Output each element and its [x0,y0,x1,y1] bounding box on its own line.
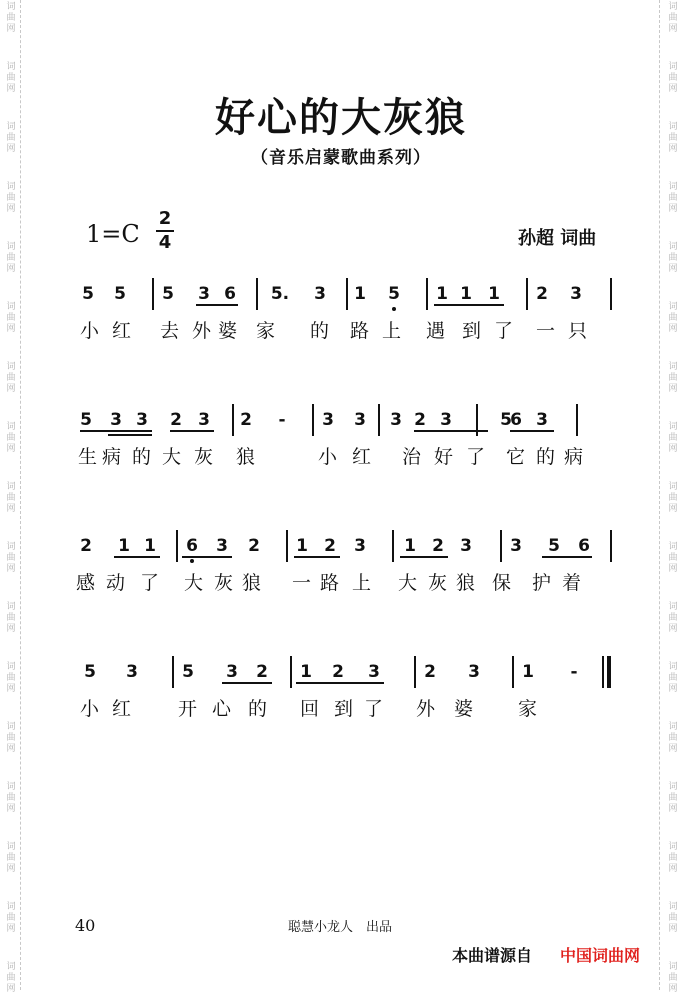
barline [392,530,394,562]
rhythm-underline [182,556,232,558]
lyric-char: 小 [80,320,100,342]
barline-final-thin [602,656,604,688]
watermark-char: 曲 [668,13,678,23]
barline [426,278,428,310]
watermark-char: 网 [6,324,16,334]
watermark-char: 曲 [668,373,678,383]
watermark-mark [666,962,680,995]
watermark-char: 词 [668,842,678,852]
watermark-char: 词 [668,362,678,372]
watermark-char: 曲 [6,73,16,83]
note: 2 [240,410,252,430]
watermark-char: 网 [668,804,678,814]
watermark-char: 曲 [6,973,16,983]
watermark-char: 曲 [668,673,678,683]
watermark-mark [4,302,18,335]
watermark-mark [4,242,18,275]
watermark-char: 曲 [668,733,678,743]
note: 6 [578,536,590,556]
lyric-char: 好 [434,446,454,468]
barline [256,278,258,310]
lyric-char: 到 [334,698,354,720]
note: 2 [248,536,260,556]
watermark-char: 网 [6,744,16,754]
watermark-char: 词 [668,782,678,792]
watermark-char: 曲 [668,793,678,803]
note: 1 [436,284,448,304]
note: 3 [314,284,326,304]
lyric-char: 生 [78,446,98,468]
watermark-char: 网 [6,804,16,814]
lyric-char: 感 [76,572,96,594]
time-signature-top: 2 [158,208,172,229]
watermark-char: 词 [6,842,16,852]
note: 1 [522,662,534,682]
note: 5 [84,662,96,682]
watermark-char: 曲 [6,493,16,503]
song-title: 好心的大灰狼 [215,95,467,141]
rhythm-underline [510,430,554,432]
note: 5 [182,662,194,682]
note: 3 [440,410,452,430]
watermark-char: 曲 [668,433,678,443]
note: 3 [198,410,210,430]
lyric-char: 一 [292,572,312,594]
author-credit: 孙超 词曲 [518,228,597,249]
watermark-char: 曲 [6,613,16,623]
lyric-char: 外 [416,698,436,720]
watermark-mark [4,962,18,995]
note: 5 [388,284,400,304]
note: 3 [368,662,380,682]
lyric-char: 大 [398,572,418,594]
note: 3 [536,410,548,430]
watermark-mark [4,782,18,815]
lyric-char: 的 [536,446,556,468]
octave-dot-below [190,559,194,563]
lyric-char: 病 [102,446,122,468]
song-subtitle: （音乐启蒙歌曲系列） [251,148,431,168]
watermark-char: 词 [6,302,16,312]
watermark-char: 网 [668,84,678,94]
watermark-char: 网 [6,24,16,34]
barline [176,530,178,562]
lyric-char: 婆 [218,320,238,342]
note: 5 [500,410,512,430]
watermark-char: 词 [668,542,678,552]
watermark-mark [4,662,18,695]
watermark-mark [666,482,680,515]
note: 6 [224,284,236,304]
lyric-char: 红 [112,320,132,342]
watermark-char: 网 [668,984,678,994]
barline [286,530,288,562]
watermark-mark [666,362,680,395]
lyric-char: 回 [300,698,320,720]
watermark-char: 网 [6,684,16,694]
watermark-char: 词 [6,542,16,552]
watermark-char: 词 [6,722,16,732]
note: 3 [354,410,366,430]
watermark-char: 曲 [6,553,16,563]
watermark-char: 曲 [6,373,16,383]
note: 6 [510,410,522,430]
watermark-mark [666,542,680,575]
lyric-char: 狼 [236,446,256,468]
source-site-link[interactable]: 中国词曲网 [560,946,641,965]
watermark-char: 网 [6,864,16,874]
lyric-char: 治 [402,446,422,468]
watermark-char: 网 [668,924,678,934]
note: - [570,662,578,682]
watermark-char: 词 [668,182,678,192]
barline-final-thick [607,656,611,688]
watermark-mark [666,302,680,335]
note: 2 [432,536,444,556]
lyric-char: 外 [192,320,212,342]
watermark-char: 词 [6,782,16,792]
watermark-char: 网 [668,504,678,514]
watermark-mark [4,842,18,875]
watermark-mark [666,602,680,635]
watermark-char: 网 [668,204,678,214]
watermark-char: 网 [668,864,678,874]
lyric-char: 灰 [428,572,448,594]
watermark-char: 网 [668,324,678,334]
lyric-char: 的 [248,698,268,720]
barline [610,278,612,310]
lyric-char: 了 [466,446,486,468]
publisher-credit: 聪慧小龙人 出品 [288,920,393,935]
watermark-char: 网 [668,384,678,394]
watermark-char: 网 [668,144,678,154]
watermark-mark [666,902,680,935]
note: 5. [270,284,290,304]
watermark-char: 词 [6,182,16,192]
watermark-char: 词 [668,2,678,12]
watermark-char: 词 [6,662,16,672]
watermark-mark [666,782,680,815]
note: 2 [536,284,548,304]
lyric-char: 路 [350,320,370,342]
note: - [278,410,286,430]
note: 1 [354,284,366,304]
watermark-char: 曲 [6,733,16,743]
lyric-char: 只 [568,320,588,342]
barline [346,278,348,310]
time-signature [156,210,174,252]
watermark-char: 词 [6,62,16,72]
note: 3 [322,410,334,430]
barline [526,278,528,310]
watermark-char: 网 [6,384,16,394]
watermark-char: 曲 [6,253,16,263]
note: 5 [162,284,174,304]
watermark-char: 网 [668,564,678,574]
watermark-char: 词 [668,242,678,252]
lyric-char: 心 [212,698,232,720]
watermark-char: 曲 [6,793,16,803]
barline [172,656,174,688]
note: 1 [404,536,416,556]
lyric-char: 的 [132,446,152,468]
watermark-char: 词 [6,902,16,912]
rhythm-underline [108,430,152,432]
barline [232,404,234,436]
lyric-char: 上 [382,320,402,342]
lyric-char: 大 [162,446,182,468]
note: 1 [118,536,130,556]
rhythm-underline [108,434,152,436]
watermark-char: 词 [668,602,678,612]
note: 1 [144,536,156,556]
watermark-char: 词 [6,2,16,12]
watermark-char: 曲 [668,613,678,623]
watermark-char: 网 [6,444,16,454]
watermark-char: 词 [668,302,678,312]
watermark-char: 曲 [668,193,678,203]
watermark-char: 词 [668,962,678,972]
watermark-char: 词 [668,482,678,492]
rhythm-underline [296,682,384,684]
watermark-char: 网 [6,504,16,514]
watermark-char: 网 [6,924,16,934]
barline [512,656,514,688]
lyric-char: 的 [310,320,330,342]
lyric-char: 小 [318,446,338,468]
octave-dot-below [392,307,396,311]
note: 3 [510,536,522,556]
watermark-mark [666,242,680,275]
note: 2 [256,662,268,682]
watermark-char: 曲 [668,913,678,923]
rhythm-underline [222,682,272,684]
rhythm-underline [196,304,238,306]
note: 3 [460,536,472,556]
watermark-mark [4,362,18,395]
watermark-char: 词 [6,242,16,252]
watermark-char: 曲 [6,13,16,23]
watermark-char: 词 [668,122,678,132]
watermark-char: 曲 [668,313,678,323]
watermark-char: 词 [668,662,678,672]
rhythm-underline [434,304,504,306]
lyric-char: 保 [492,572,512,594]
watermark-char: 曲 [668,853,678,863]
source-label: 本曲谱源自 [452,946,533,965]
note: 3 [226,662,238,682]
note: 5 [548,536,560,556]
watermark-char: 曲 [6,853,16,863]
lyric-char: 灰 [214,572,234,594]
lyric-char: 狼 [456,572,476,594]
note: 3 [468,662,480,682]
barline [610,530,612,562]
note: 2 [324,536,336,556]
watermark-char: 词 [6,422,16,432]
lyric-char: 狼 [242,572,262,594]
watermark-mark [4,902,18,935]
watermark-char: 词 [6,962,16,972]
watermark-mark [666,2,680,35]
lyric-char: 了 [364,698,384,720]
watermark-mark [4,482,18,515]
watermark-char: 网 [668,444,678,454]
watermark-char: 词 [6,122,16,132]
note: 1 [300,662,312,682]
lyric-char: 一 [536,320,556,342]
watermark-char: 网 [6,624,16,634]
note: 2 [170,410,182,430]
note: 1 [296,536,308,556]
lyric-char: 红 [112,698,132,720]
lyric-char: 路 [320,572,340,594]
watermark-char: 曲 [668,493,678,503]
lyric-char: 婆 [454,698,474,720]
note: 2 [80,536,92,556]
watermark-char: 网 [668,264,678,274]
note: 3 [216,536,228,556]
watermark-char: 词 [668,422,678,432]
note: 3 [570,284,582,304]
lyric-char: 红 [352,446,372,468]
watermark-char: 曲 [6,913,16,923]
lyric-char: 灰 [194,446,214,468]
note: 5 [114,284,126,304]
lyric-char: 到 [462,320,482,342]
barline [312,404,314,436]
lyric-char: 动 [106,572,126,594]
watermark-char: 词 [6,602,16,612]
watermark-char: 词 [6,362,16,372]
barline [500,530,502,562]
watermark-char: 曲 [6,433,16,443]
watermark-char: 词 [668,722,678,732]
watermark-char: 网 [668,744,678,754]
watermark-mark [4,602,18,635]
watermark-char: 网 [6,84,16,94]
watermark-char: 曲 [668,253,678,263]
watermark-char: 曲 [6,673,16,683]
note: 3 [198,284,210,304]
note: 6 [186,536,198,556]
time-signature-bottom: 4 [158,232,172,253]
lyric-char: 了 [494,320,514,342]
watermark-char: 曲 [6,313,16,323]
watermark-mark [666,662,680,695]
watermark-char: 曲 [668,133,678,143]
watermark-char: 曲 [668,973,678,983]
lyric-char: 小 [80,698,100,720]
barline [152,278,154,310]
barline [576,404,578,436]
watermark-char: 网 [6,564,16,574]
watermark-char: 网 [668,684,678,694]
note: 1 [460,284,472,304]
note: 3 [136,410,148,430]
lyric-char: 它 [506,446,526,468]
note: 1 [488,284,500,304]
rhythm-underline [114,556,160,558]
note: 5 [80,410,92,430]
watermark-mark [666,842,680,875]
watermark-mark [4,2,18,35]
note: 3 [390,410,402,430]
watermark-char: 曲 [6,193,16,203]
barline [414,656,416,688]
watermark-mark [4,542,18,575]
rhythm-underline [170,430,214,432]
watermark-char: 网 [668,24,678,34]
note: 3 [110,410,122,430]
watermark-mark [666,182,680,215]
watermark-mark [666,422,680,455]
lyric-char: 家 [518,698,538,720]
lyric-char: 开 [178,698,198,720]
lyric-char: 去 [160,320,180,342]
lyric-char: 家 [256,320,276,342]
watermark-char: 网 [6,204,16,214]
key-signature: 1=C [86,220,140,248]
lyric-char: 病 [564,446,584,468]
watermark-mark [4,422,18,455]
watermark-char: 曲 [668,553,678,563]
barline [290,656,292,688]
watermark-mark [4,182,18,215]
lyric-char: 大 [184,572,204,594]
watermark-char: 词 [668,902,678,912]
page-number: 40 [75,916,96,935]
watermark-char: 网 [6,264,16,274]
watermark-char: 曲 [668,73,678,83]
note: 2 [414,410,426,430]
lyric-char: 上 [352,572,372,594]
note: 3 [354,536,366,556]
watermark-char: 词 [6,482,16,492]
rhythm-underline [414,430,488,432]
watermark-char: 网 [668,624,678,634]
lyric-char: 了 [140,572,160,594]
watermark-char: 词 [668,62,678,72]
note: 2 [424,662,436,682]
watermark-mark [666,722,680,755]
watermark-char: 网 [6,144,16,154]
note: 3 [126,662,138,682]
note: 2 [332,662,344,682]
watermark-mark [4,722,18,755]
rhythm-underline [400,556,448,558]
barline [378,404,380,436]
watermark-char: 曲 [6,133,16,143]
rhythm-underline [294,556,340,558]
lyric-char: 着 [562,572,582,594]
rhythm-underline [542,556,592,558]
lyric-char: 护 [532,572,552,594]
lyric-char: 遇 [426,320,446,342]
watermark-char: 网 [6,984,16,994]
note: 5 [82,284,94,304]
